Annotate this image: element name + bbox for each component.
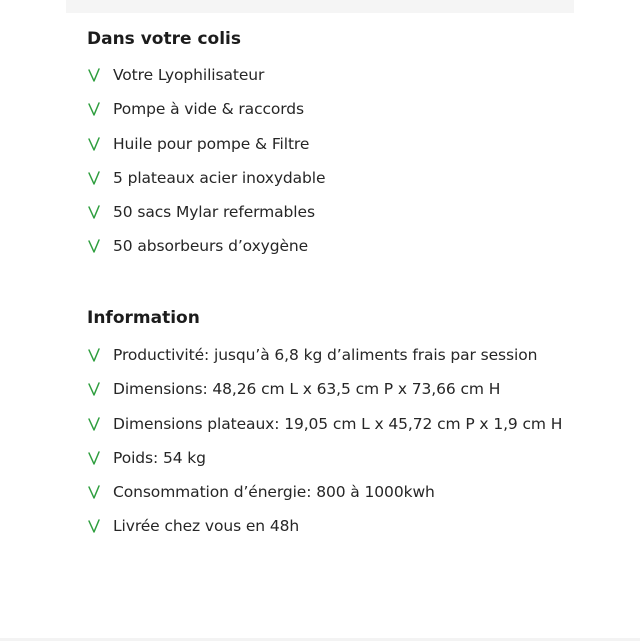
list-item-text: 50 absorbeurs d’oxygène xyxy=(113,237,309,256)
check-icon xyxy=(88,68,100,82)
list-item xyxy=(87,166,627,200)
check-icon xyxy=(88,519,100,533)
list-item xyxy=(87,514,627,548)
list-item xyxy=(87,63,627,97)
check-icon xyxy=(88,239,100,253)
list-item-text: Consommation d’énergie: 800 à 1000kwh xyxy=(113,483,435,502)
list-item-text: Votre Lyophilisateur xyxy=(113,66,265,84)
check-icon xyxy=(88,137,100,151)
check-icon xyxy=(88,417,100,431)
top-background-strip xyxy=(66,0,574,13)
list-item xyxy=(87,480,627,514)
list-item-text: 5 plateaux acier inoxydable xyxy=(113,168,326,187)
list-item-text: Dimensions plateaux: 19,05 cm L x 45,72 cm P x 1,9 cm H xyxy=(113,414,563,433)
list-item xyxy=(87,343,627,377)
information-section xyxy=(87,306,627,549)
list-item-text: Poids: 54 kg xyxy=(113,448,206,467)
check-icon xyxy=(88,205,100,219)
list-item-text: 50 sacs Mylar refermables xyxy=(113,203,315,222)
check-icon xyxy=(88,382,100,396)
check-icon xyxy=(88,171,100,185)
check-icon xyxy=(88,102,100,116)
list-item xyxy=(87,446,627,480)
list-item xyxy=(87,412,627,446)
package-contents-heading: Dans votre colis xyxy=(87,29,241,49)
list-item xyxy=(87,97,627,131)
package-contents-list xyxy=(87,63,627,269)
check-icon xyxy=(88,485,100,499)
check-icon xyxy=(88,451,100,465)
list-item-text: Dimensions: 48,26 cm L x 63,5 cm P x 73,66 cm H xyxy=(113,380,501,399)
list-item xyxy=(87,200,627,234)
list-item xyxy=(87,377,627,411)
check-icon xyxy=(88,348,100,362)
information-heading: Information xyxy=(87,308,200,328)
list-item xyxy=(87,234,627,268)
list-item xyxy=(87,132,627,166)
package-contents-section xyxy=(87,27,627,269)
list-item-text: Productivité: jusqu’à 6,8 kg d’aliments frais par session xyxy=(113,346,538,364)
list-item-text: Pompe à vide & raccords xyxy=(113,100,305,119)
information-list xyxy=(87,343,627,549)
list-item-text: Huile pour pompe & Filtre xyxy=(113,134,310,153)
list-item-text: Livrée chez vous en 48h xyxy=(113,517,300,536)
